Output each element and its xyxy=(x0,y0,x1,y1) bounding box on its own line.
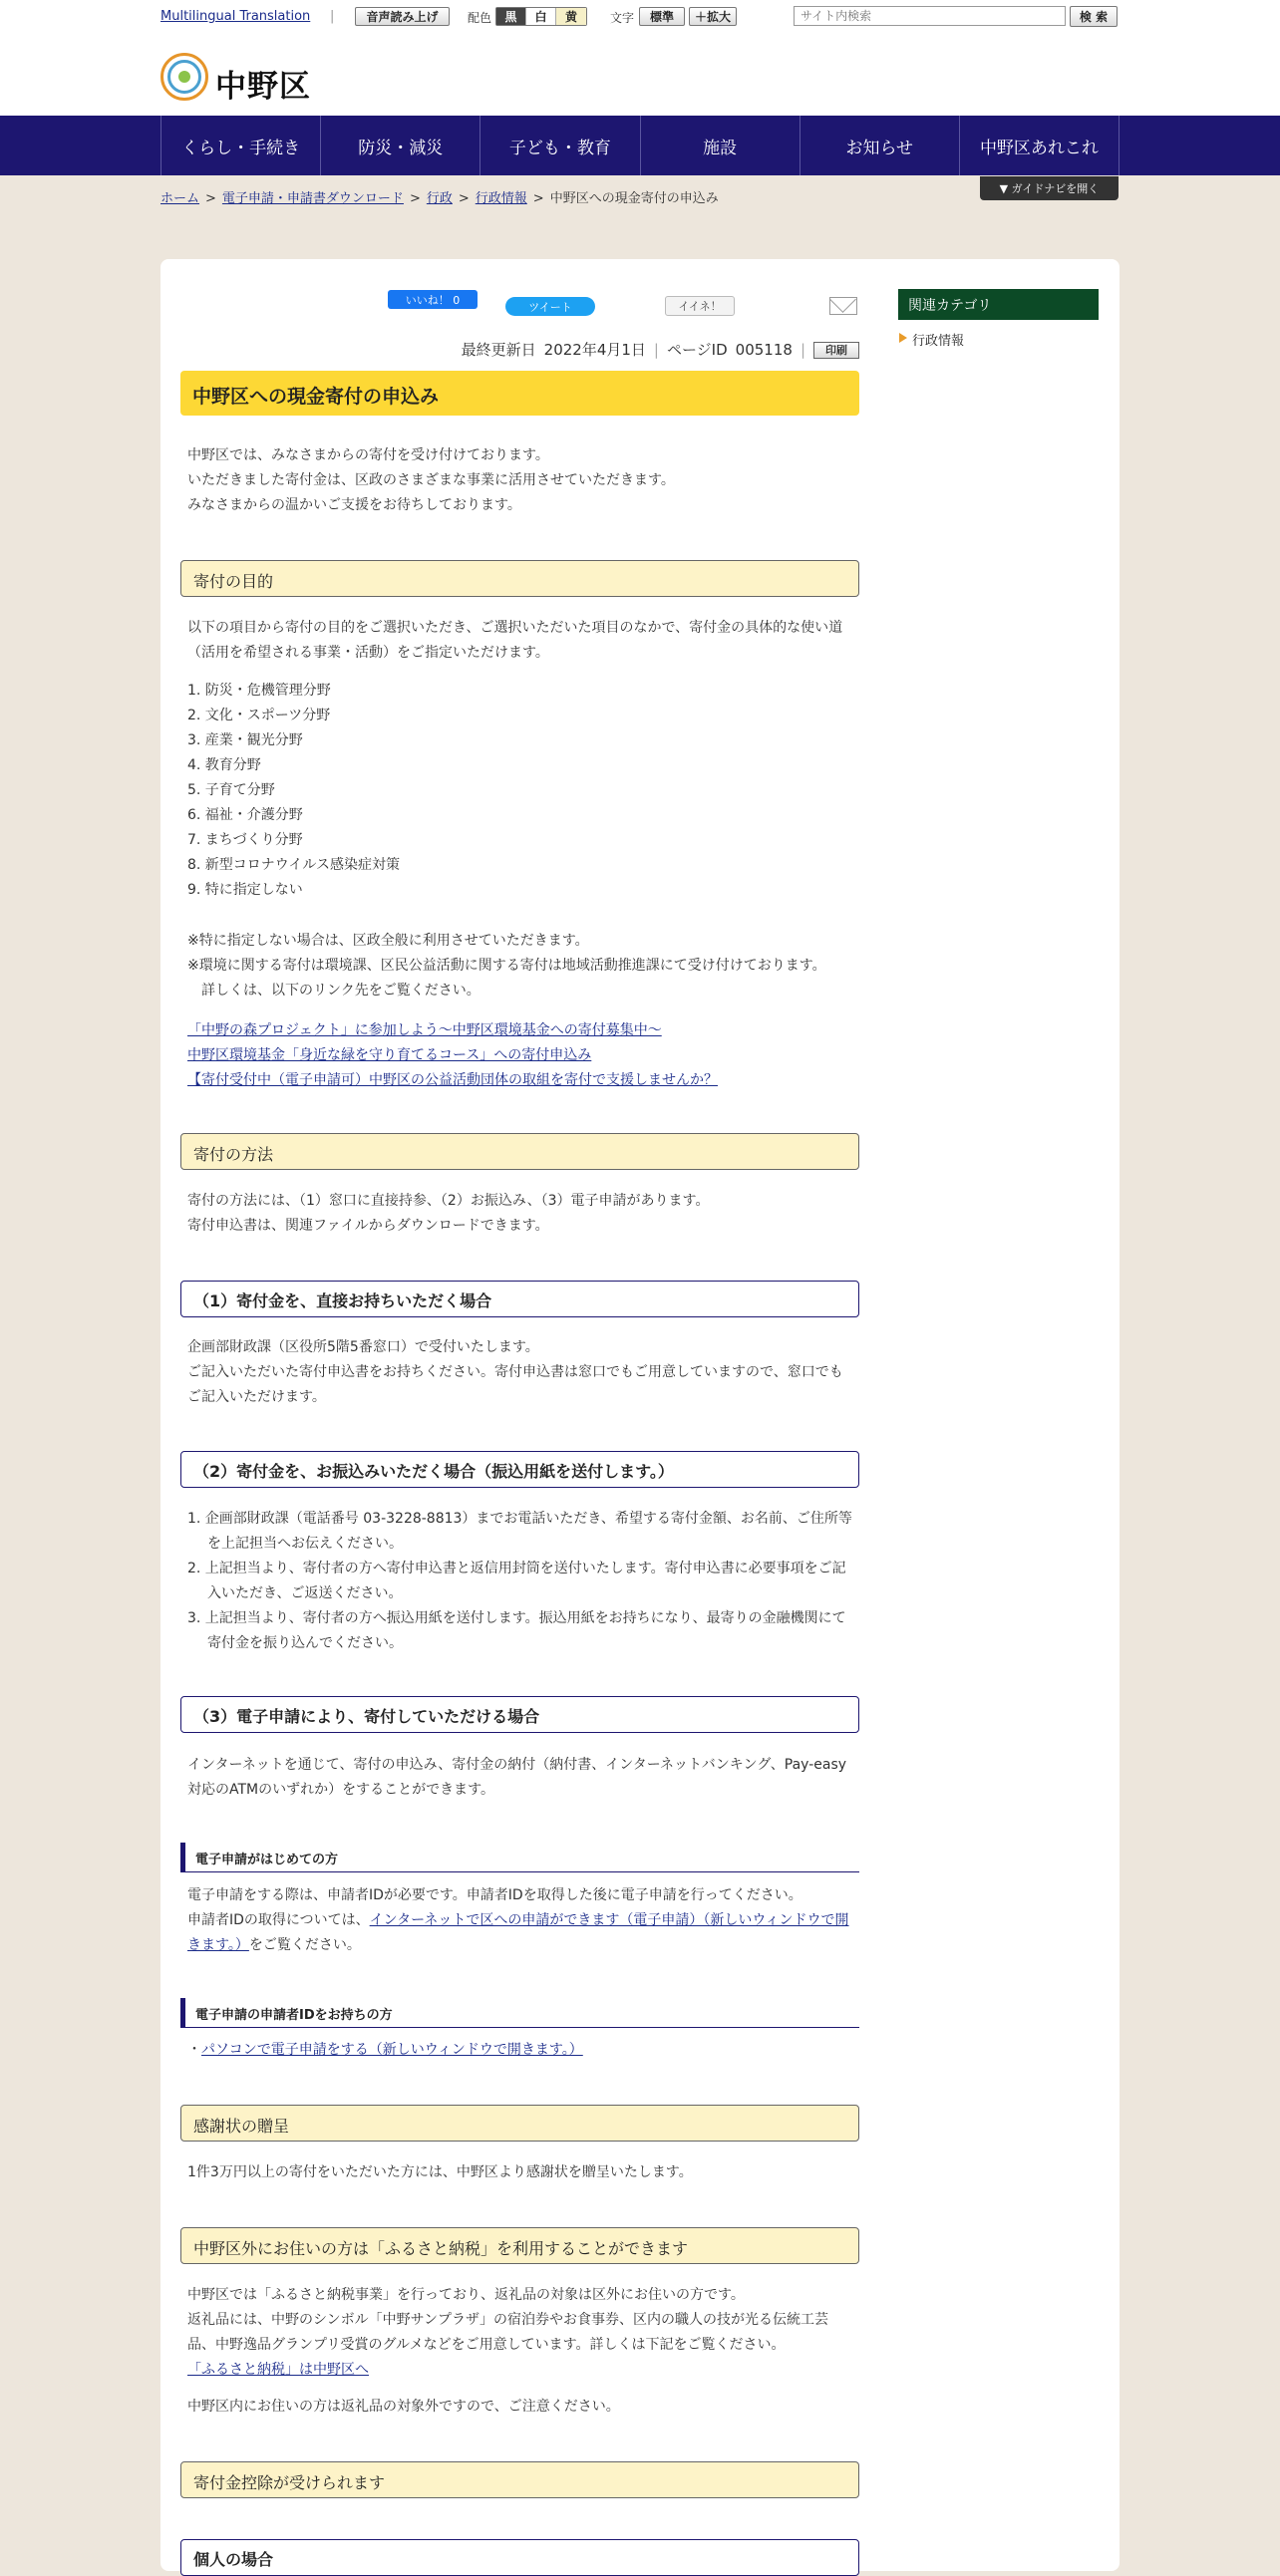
subheading-has-id: 電子申請の申請者IDをお持ちの方 xyxy=(180,1998,859,2028)
link-nakano-forest[interactable]: 「中野の森プロジェクト」に参加しよう～中野区環境基金への寄付募集中～ xyxy=(187,1022,662,1038)
link-e-application-info[interactable]: インターネットで区への申請ができます（電子申請）（新しいウィンドウで開きます。） xyxy=(187,1912,849,1953)
list-item: 1. 企画部財政課（電話番号 03-3228-8813）までお電話いただき、希望する寄付金額、お名前、ご住所等を上記担当へお伝えください。 xyxy=(187,1511,852,1552)
print-button[interactable]: 印刷 xyxy=(813,342,859,359)
bullet: ・ xyxy=(187,2042,201,2058)
section-heading-purpose: 寄付の目的 xyxy=(180,560,859,597)
purpose-notes xyxy=(187,929,855,1003)
first-time-line: 電子申請をする際は、申請者IDが必要です。申請者IDを取得した後に電子申請を行ってください。 xyxy=(187,1887,802,1903)
nakano-logo-icon[interactable] xyxy=(160,53,208,101)
subheading-first-time: 電子申請がはじめての方 xyxy=(180,1843,859,1872)
online-text: インターネットを通じて、寄付の申込み、寄付金の納付（納付書、インターネットバンキング、Pay-easy対応のATMのいずれか）をすることができます。 xyxy=(187,1757,847,1798)
list-item: 1. 防災・危機管理分野 xyxy=(187,683,331,699)
nav-item-about[interactable]: 中野区あれこれ xyxy=(960,116,1120,175)
mail-icon[interactable] xyxy=(829,297,857,315)
method-line: 寄付申込書は、関連ファイルからダウンロードできます。 xyxy=(187,1218,549,1234)
section-heading-thanks: 感謝状の贈呈 xyxy=(180,2105,859,2142)
intro-line: みなさまからの温かいご支援をお待ちしております。 xyxy=(187,497,521,513)
sidebar-link[interactable]: 行政情報 xyxy=(912,334,965,349)
nav-item-disaster[interactable]: 防災・減災 xyxy=(321,116,480,175)
page-id: 005118 xyxy=(735,341,793,359)
twitter-tweet-button[interactable]: ツイート xyxy=(505,297,595,316)
nav-item-news[interactable]: お知らせ xyxy=(800,116,960,175)
guide-nav-button[interactable]: ▼ ガイドナビを開く xyxy=(980,176,1119,200)
has-id-item xyxy=(187,2038,855,2063)
list-item: 2. 上記担当より、寄付者の方へ寄付申込書と返信用封筒を送付いたします。寄付申込書に必要事項をご記入いただき、ご返送ください。 xyxy=(187,1561,846,1601)
first-time-text xyxy=(187,1883,855,1958)
link-environment-fund[interactable]: 中野区環境基金「身近な緑を守り育てるコース」への寄付申込み xyxy=(187,1047,592,1063)
breadcrumb-administration[interactable]: 行政 xyxy=(426,191,453,206)
updated-date: 2022年4月1日 xyxy=(543,341,646,359)
link-public-interest-groups[interactable]: 【寄付受付中（電子申請可）中野区の公益活動団体の取組を寄付で支援しませんか？ xyxy=(187,1072,718,1088)
search-button[interactable]: 検 索 xyxy=(1070,6,1118,27)
breadcrumb-sep: > xyxy=(205,191,216,206)
method-line: 寄付の方法には、（1）窓口に直接持参、（2）お振込み、（3）電子申請があります。 xyxy=(187,1193,710,1209)
note-line: ※特に指定しない場合は、区政全般に利用させていただきます。 xyxy=(187,933,589,949)
list-item: 2. 文化・スポーツ分野 xyxy=(187,708,331,723)
section-heading-furusato: 中野区外にお住いの方は「ふるさと納税」を利用することができます xyxy=(180,2227,859,2264)
updated-label: 最終更新日 xyxy=(461,341,536,359)
first-time-post: をご覧ください。 xyxy=(248,1937,361,1953)
list-item: 8. 新型コロナウイルス感染症対策 xyxy=(187,857,400,873)
color-white-button[interactable]: 白 xyxy=(526,8,556,25)
section-heading-direct: （1）寄付金を、直接お持ちいただく場合 xyxy=(180,1281,859,1317)
purpose-text: 以下の項目から寄付の目的をご選択いただき、ご選択いただいた項目のなかで、寄付金の具体的な使い道（活用を希望される事業・活動）をご指定いただけます。 xyxy=(187,620,843,661)
nav-item-children[interactable]: 子ども・教育 xyxy=(480,116,640,175)
list-item: 4. 教育分野 xyxy=(187,757,261,773)
purpose-list xyxy=(187,679,855,903)
furusato-line: 返礼品には、中野のシンボル「中野サンプラザ」の宿泊券やお食事券、区内の職人の技が光る伝統工芸品、中野逸品グランプリ受賞のグルメなどをご用意しています。詳しくは下記をご覧ください。 xyxy=(187,2312,828,2353)
direct-text xyxy=(187,1335,855,1410)
main-content-card xyxy=(160,259,1120,2571)
nav-item-living[interactable]: くらし・手続き xyxy=(161,116,321,175)
section-heading-transfer: （2）寄付金を、お振込みいただく場合（振込用紙を送付します。） xyxy=(180,1451,859,1488)
color-scheme-label: 配色 xyxy=(468,11,492,25)
meta-separator: | xyxy=(800,341,805,359)
color-black-button[interactable]: 黒 xyxy=(496,8,526,25)
intro-text xyxy=(187,443,855,518)
color-scheme-group xyxy=(495,7,587,26)
separator: | xyxy=(330,9,335,24)
page-title: 中野区への現金寄付の申込み xyxy=(180,371,859,416)
intro-line: 中野区では、みなさまからの寄付を受け付けております。 xyxy=(187,447,549,463)
list-item: 9. 特に指定しない xyxy=(187,882,303,898)
list-item: 6. 福祉・介護分野 xyxy=(187,807,303,823)
text-size-enlarge-button[interactable]: ＋拡大 xyxy=(689,7,737,26)
list-item: 3. 産業・観光分野 xyxy=(187,732,303,748)
link-furusato[interactable]: 「ふるさと納税」は中野区へ xyxy=(187,2362,369,2378)
sidebar xyxy=(898,289,1099,349)
furusato-line: 中野区では「ふるさと納税事業」を行っており、返礼品の対象は区外にお住いの方です。 xyxy=(187,2287,745,2303)
multilingual-translation-link[interactable]: Multilingual Translation xyxy=(160,9,311,24)
intro-line: いただきました寄付金は、区政のさまざまな事業に活用させていただきます。 xyxy=(187,472,675,488)
first-time-pre: 申請者IDの取得については、 xyxy=(187,1912,370,1928)
method-text xyxy=(187,1189,855,1239)
related-links xyxy=(187,1018,855,1093)
furusato-note: 中野区内にお住いの方は返礼品の対象外ですので、ご注意ください。 xyxy=(187,2399,620,2415)
site-search-input[interactable] xyxy=(794,6,1066,26)
breadcrumb xyxy=(160,187,719,206)
site-name[interactable]: 中野区 xyxy=(215,69,311,105)
site-header xyxy=(0,33,1280,116)
breadcrumb-current: 中野区への現金寄付の申込み xyxy=(549,191,719,206)
nav-item-facilities[interactable]: 施設 xyxy=(641,116,800,175)
text-size-label: 文字 xyxy=(610,11,635,25)
utility-bar xyxy=(0,0,1280,33)
logo-dot xyxy=(178,71,190,83)
text-size-standard-button[interactable]: 標準 xyxy=(639,7,685,26)
voice-readout-button[interactable]: 音声読み上げ xyxy=(355,7,450,26)
list-item: 5. 子育て分野 xyxy=(187,782,275,798)
section-heading-online: （3）電子申請により、寄付していただける場合 xyxy=(180,1696,859,1733)
breadcrumb-sep: > xyxy=(532,191,544,206)
furusato-text xyxy=(187,2283,855,2383)
section-heading-method: 寄付の方法 xyxy=(180,1133,859,1170)
color-yellow-button[interactable]: 黄 xyxy=(556,8,586,25)
thanks-text: 1件3万円以上の寄付をいただいた方には、中野区より感謝状を贈呈いたします。 xyxy=(187,2164,693,2180)
breadcrumb-admin-info[interactable]: 行政情報 xyxy=(475,191,527,206)
direct-line: ご記入いただいた寄付申込書をお持ちください。寄付申込書は窓口でもご用意していますので、窓口でもご記入いただけます。 xyxy=(187,1364,843,1405)
section-heading-deduction: 寄付金控除が受けられます xyxy=(180,2461,859,2498)
link-pc-e-application[interactable]: パソコンで電子申請をする（新しいウィンドウで開きます。） xyxy=(201,2042,583,2058)
section-heading-individual: 個人の場合 xyxy=(180,2539,859,2576)
note-line: ※環境に関する寄付は環境課、区民公益活動に関する寄付は地域活動推進課にて受け付けております。 xyxy=(187,958,826,974)
breadcrumb-sep: > xyxy=(409,191,421,206)
sidebar-heading: 関連カテゴリ xyxy=(898,289,1099,320)
transfer-steps xyxy=(187,1507,855,1656)
note-line: 詳しくは、以下のリンク先をご覧ください。 xyxy=(187,983,480,999)
facebook-like-button[interactable]: いいね！ 0 xyxy=(388,290,478,309)
mixi-like-button[interactable]: イイネ！ xyxy=(665,296,735,316)
breadcrumb-home[interactable]: ホーム xyxy=(160,191,200,206)
sidebar-item-admin-info[interactable] xyxy=(898,330,1099,349)
list-item: 7. まちづくり分野 xyxy=(187,832,303,848)
page-id-label: ページID xyxy=(666,341,728,359)
breadcrumb-applications[interactable]: 電子申請・申請書ダウンロード xyxy=(221,191,404,206)
breadcrumb-sep: > xyxy=(458,191,470,206)
logo-ring xyxy=(167,60,201,94)
meta-separator: | xyxy=(653,341,659,359)
direct-line: 企画部財政課（区役所5階5番窓口）で受付いたします。 xyxy=(187,1339,539,1355)
first-time-line xyxy=(187,1908,855,1958)
page-meta xyxy=(180,339,859,359)
list-item: 3. 上記担当より、寄付者の方へ振込用紙を送付します。振込用紙をお持ちになり、最寄りの金融機関にて寄付金を振り込んでください。 xyxy=(187,1610,846,1651)
global-nav xyxy=(0,116,1280,175)
